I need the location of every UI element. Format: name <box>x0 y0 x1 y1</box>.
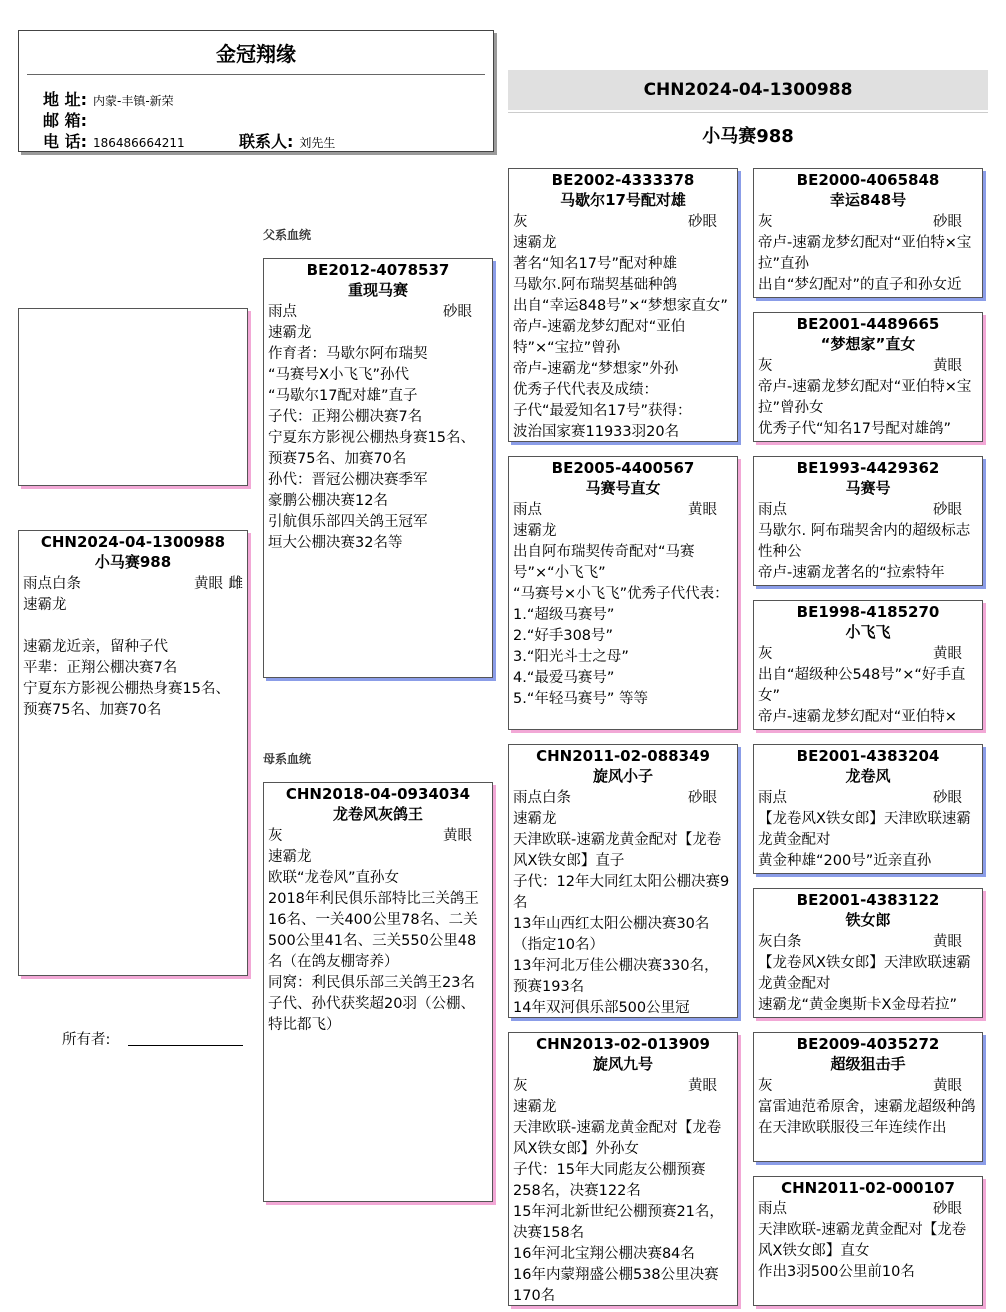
attributes-row <box>513 211 733 233</box>
strain: 速霸龙 <box>23 597 67 613</box>
feather-color: 灰 <box>513 1078 528 1094</box>
loft-info-box <box>18 30 494 152</box>
note-line: 作育者：马歇尔阿布瑞契 <box>268 346 428 362</box>
notes <box>758 377 978 440</box>
strain: 速霸龙 <box>513 523 557 539</box>
notes <box>758 1097 978 1139</box>
bird-name: 龙卷风灰鸽王 <box>332 805 423 823</box>
note-line: 16年河北宝翔公棚决赛84名 <box>513 1246 695 1262</box>
note-line: 富雷迪范希原舍，速霸龙超级种鸽 <box>758 1099 976 1115</box>
ring-number: BE2012-4078537 <box>306 261 450 279</box>
eye-type: 黄眼 <box>194 576 223 592</box>
note-line: 3.“阳光斗士之母” <box>513 649 629 665</box>
attributes-row <box>758 787 978 809</box>
feather-color: 雨点 <box>513 502 542 518</box>
address-label: 地 址: <box>43 90 87 109</box>
dam-line-label: 母系血统 <box>263 752 312 766</box>
note-line: 作出3羽500公里前10名 <box>758 1264 915 1280</box>
sex: 雌 <box>228 576 243 592</box>
note-line: 宁夏东方影视公棚热身赛15名、预赛75名、加赛70名 <box>23 681 230 718</box>
note-line: 著名“知名17号”配对种雄 <box>513 256 677 272</box>
notes <box>268 868 488 1036</box>
dam-sire-card <box>508 744 738 1018</box>
pigeon-photo-frame <box>18 308 248 486</box>
attributes-row <box>268 825 488 847</box>
feather-color: 雨点白条 <box>513 790 571 806</box>
notes <box>758 1220 978 1283</box>
loft-name: 金冠翔缘 <box>216 42 296 66</box>
ring-number: BE1993-4429362 <box>796 459 940 477</box>
strain: 速霸龙 <box>513 811 557 827</box>
ring-number-banner: CHN2024-04-1300988 <box>508 70 988 110</box>
attributes-row <box>758 1075 978 1097</box>
note-line: 马歇尔. 阿布瑞契舍内的超级标志性种公 <box>758 523 971 560</box>
dam-dam-card <box>508 1032 738 1306</box>
phone-row <box>43 129 185 152</box>
note-line: 帝卢-速霸龙梦幻配对“亚伯特×宝拉”直孙 <box>758 235 972 272</box>
note-line: 13年河北万佳公棚决赛330名，预赛193名 <box>513 958 719 995</box>
note-line: 孙代：晋冠公棚决赛季军 <box>268 472 428 488</box>
sire-line-label: 父系血统 <box>263 228 312 242</box>
sire-sire-card <box>508 168 738 442</box>
bird-name: 铁女郎 <box>845 911 891 929</box>
feather-color: 灰 <box>268 828 283 844</box>
feather-color: 雨点白条 <box>23 576 81 592</box>
ring-number: CHN2024-04-1300988 <box>40 533 226 551</box>
note-line: 15年河北新世纪公棚预赛21名，决赛158名 <box>513 1204 724 1241</box>
note-line: 黄金种雄“200号”近亲直孙 <box>758 853 932 869</box>
bird-name: 重现马赛 <box>347 281 408 299</box>
owner-label: 所有者: <box>62 1032 111 1048</box>
bird-name: 旋风小子 <box>592 767 653 785</box>
note-line: 平辈：正翔公棚决赛7名 <box>23 660 178 676</box>
note-line: 天津欧联-速霸龙黄金配对【龙卷风X铁女郎】外孙女 <box>513 1120 722 1157</box>
bird-name: 幸运848号 <box>829 191 907 209</box>
eye-type: 黄眼 <box>688 1078 717 1094</box>
notes <box>758 521 978 584</box>
note-line: 【龙卷风X铁女郎】天津欧联速霸龙黄金配对 <box>758 811 971 848</box>
note-line: 豪鹏公棚决赛12名 <box>268 493 388 509</box>
contact-row <box>239 129 335 152</box>
notes <box>268 344 488 554</box>
bird-name: 马赛号 <box>845 479 891 497</box>
attributes-row <box>513 1075 733 1097</box>
ring-number: BE1998-4185270 <box>796 603 940 621</box>
notes <box>758 665 978 728</box>
sss-card <box>753 168 983 298</box>
bird-name: 龙卷风 <box>845 767 891 785</box>
eye-type: 砂眼 <box>933 214 962 230</box>
ring-number: BE2001-4383204 <box>796 747 940 765</box>
note-line <box>23 616 243 637</box>
feather-color: 灰白条 <box>758 934 802 950</box>
note-line: 波治国家赛11933羽20名 <box>513 424 680 440</box>
note-line: 出自“梦幻配对”的直子和孙女近 <box>758 277 962 293</box>
dss-card <box>753 744 983 874</box>
eye-type: 黄眼 <box>933 358 962 374</box>
ring-number: BE2005-4400567 <box>551 459 695 477</box>
eye-type: 黄眼 <box>443 828 472 844</box>
note-line: 5.“年轻马赛号” 等等 <box>513 691 648 707</box>
attributes-row <box>758 1198 978 1220</box>
owner-signature-line <box>128 1045 243 1046</box>
note-line: 帝卢-速霸龙梦幻配对“亚伯特× <box>758 709 957 725</box>
attributes-row <box>23 573 243 595</box>
dsd-card <box>753 888 983 1018</box>
note-line: 速霸龙“黄金奥斯卡X金母若拉” <box>758 997 957 1013</box>
dds-card <box>753 1032 983 1162</box>
phone-label: 电 话: <box>43 132 87 151</box>
eye-type: 砂眼 <box>688 790 717 806</box>
eye-type: 砂眼 <box>443 304 472 320</box>
note-line: 2.“好手308号” <box>513 628 614 644</box>
eye-type: 砂眼 <box>933 502 962 518</box>
feather-color: 雨点 <box>758 1201 787 1217</box>
bird-name: 小飞飞 <box>845 623 891 641</box>
note-line: “马歇尔17配对雄”直子 <box>268 388 418 404</box>
note-line: 引航俱乐部四关鸽王冠军 <box>268 514 428 530</box>
note-line: 14年双河俱乐部500公里冠 <box>513 1000 690 1016</box>
attributes-row <box>758 931 978 953</box>
note-line: 出自“超级种公548号”×“好手直女” <box>758 667 966 704</box>
bird-name: 小马赛988 <box>94 553 172 571</box>
note-line: 子代：正翔公棚决赛7名 <box>268 409 423 425</box>
feather-color: 雨点 <box>268 304 297 320</box>
note-line: 13年山西红太阳公棚决赛30名（指定10名） <box>513 916 710 953</box>
ddd-card <box>753 1176 983 1306</box>
note-line: “马赛号×小飞飞”优秀子代代表： <box>513 586 729 602</box>
ssd-card <box>753 312 983 442</box>
note-line: 速霸龙近亲，留种子代 <box>23 639 168 655</box>
notes <box>513 1118 733 1306</box>
bird-name: 旋风九号 <box>592 1055 653 1073</box>
strain: 速霸龙 <box>513 1099 557 1115</box>
notes <box>758 233 978 296</box>
note-line: 天津欧联-速霸龙黄金配对【龙卷风X铁女郎】直子 <box>513 832 722 869</box>
feather-color: 灰 <box>758 646 773 662</box>
dam-card <box>263 782 493 1202</box>
note-line: 宁夏东方影视公棚热身赛15名、预赛75名、加赛70名 <box>268 430 475 467</box>
divider <box>508 112 988 113</box>
eye-type: 砂眼 <box>688 214 717 230</box>
note-line: 4.“最爱马赛号” <box>513 670 615 686</box>
note-line: 优秀子代代表及成绩： <box>513 382 658 398</box>
feather-color: 灰 <box>758 358 773 374</box>
note-line: 帝卢-速霸龙梦幻配对“亚伯特”×“宝拉”曾孙 <box>513 319 686 356</box>
note-line: 帝卢-速霸龙著名的“拉索特年 <box>758 565 945 581</box>
bird-name: “梦想家”直女 <box>820 335 916 353</box>
attributes-row <box>758 211 978 233</box>
bird-name: 马赛号直女 <box>585 479 661 497</box>
note-line: 优秀子代“知名17号配对雄鸽” <box>758 421 951 437</box>
eye-type: 砂眼 <box>933 790 962 806</box>
note-line: 马歇尔.阿布瑞契基础种鸽 <box>513 277 678 293</box>
strain: 速霸龙 <box>268 325 312 341</box>
attributes-row <box>758 355 978 377</box>
address-row <box>43 87 174 110</box>
ring-number: BE2009-4035272 <box>796 1035 940 1053</box>
note-line: 子代：12年大同红太阳公棚决赛9名 <box>513 874 730 911</box>
note-line: 欧联“龙卷风”直孙女 <box>268 870 400 886</box>
note-line: 出自“幸运848号”×“梦想家直女” <box>513 298 728 314</box>
notes <box>758 809 978 872</box>
ring-number: CHN2011-02-088349 <box>536 747 710 765</box>
notes <box>513 830 733 1018</box>
feather-color: 灰 <box>758 214 773 230</box>
bird-name: 马歇尔17号配对雄 <box>560 191 686 209</box>
bird-name: 超级狙击手 <box>830 1055 906 1073</box>
feather-color: 灰 <box>758 1078 773 1094</box>
divider <box>27 74 485 75</box>
note-line: 子代“最爱知名17号”获得： <box>513 403 692 419</box>
feather-color: 雨点 <box>758 502 787 518</box>
address-value: 内蒙-丰镇-新荣 <box>92 94 174 108</box>
bird-name-title: 小马赛988 <box>702 126 794 147</box>
notes <box>23 616 243 721</box>
attributes-row <box>513 787 733 809</box>
mailbox-label: 邮 箱: <box>43 111 87 130</box>
strain: 速霸龙 <box>513 235 557 251</box>
sire-card <box>263 258 493 678</box>
notes <box>513 254 733 442</box>
ring-number: CHN2011-02-000107 <box>781 1179 955 1197</box>
note-line: 同窝：利民俱乐部三关鸽王23名 <box>268 975 475 991</box>
strain: 速霸龙 <box>268 849 312 865</box>
contact-label: 联系人: <box>239 132 294 151</box>
notes <box>513 542 733 710</box>
note-line: 子代：15年大同彪友公棚预赛258名，决赛122名 <box>513 1162 706 1199</box>
note-line: 天津欧联-速霸龙黄金配对【龙卷风X铁女郎】直女 <box>758 1222 967 1259</box>
note-line: 子代、孙代获奖超20羽（公棚、特比都飞） <box>268 996 475 1033</box>
sire-dam-card <box>508 456 738 730</box>
mailbox-row <box>43 108 93 131</box>
attributes-row <box>758 499 978 521</box>
note-line: “马赛号X小飞飞”孙代 <box>268 367 409 383</box>
note-line: 1.“超级马赛号” <box>513 607 615 623</box>
contact-value: 刘先生 <box>299 136 336 150</box>
eye-type: 砂眼 <box>933 1201 962 1217</box>
subject-card <box>18 530 248 976</box>
ring-number: BE2001-4383122 <box>796 891 940 909</box>
notes <box>758 953 978 1016</box>
attributes-row <box>513 499 733 521</box>
eye-type: 黄眼 <box>688 502 717 518</box>
ring-number: BE2000-4065848 <box>796 171 940 189</box>
note-line: 在天津欧联服役三年连续作出 <box>758 1120 947 1136</box>
eye-type: 黄眼 <box>933 934 962 950</box>
note-line: 垣大公棚决赛32名等 <box>268 535 403 551</box>
ring-number: CHN2013-02-013909 <box>536 1035 710 1053</box>
eye-type: 黄眼 <box>933 1078 962 1094</box>
note-line: 【龙卷风X铁女郎】天津欧联速霸龙黄金配对 <box>758 955 971 992</box>
phone-value: 186486664211 <box>92 136 185 150</box>
note-line: 出自阿布瑞契传奇配对“马赛号”×“小飞飞” <box>513 544 695 581</box>
note-line: 16年内蒙翔盛公棚538公里决赛170名 <box>513 1267 719 1304</box>
sdd-card <box>753 600 983 730</box>
note-line: 2018年利民俱乐部特比三关鸽王16名、一关400公里78名、二关500公里41名、三关550公里48名（在鸽友棚寄养） <box>268 891 479 970</box>
ring-number: CHN2018-04-0934034 <box>285 785 471 803</box>
sds-card <box>753 456 983 586</box>
note-line: 帝卢-速霸龙梦幻配对“亚伯特×宝拉”曾孙女 <box>758 379 972 416</box>
ring-number: BE2002-4333378 <box>551 171 695 189</box>
attributes-row <box>758 643 978 665</box>
ring-number: BE2001-4489665 <box>796 315 940 333</box>
eye-type: 黄眼 <box>933 646 962 662</box>
feather-color: 雨点 <box>758 790 787 806</box>
note-line: 帝卢-速霸龙“梦想家”外孙 <box>513 361 679 377</box>
feather-color: 灰 <box>513 214 528 230</box>
attributes-row <box>268 301 488 323</box>
